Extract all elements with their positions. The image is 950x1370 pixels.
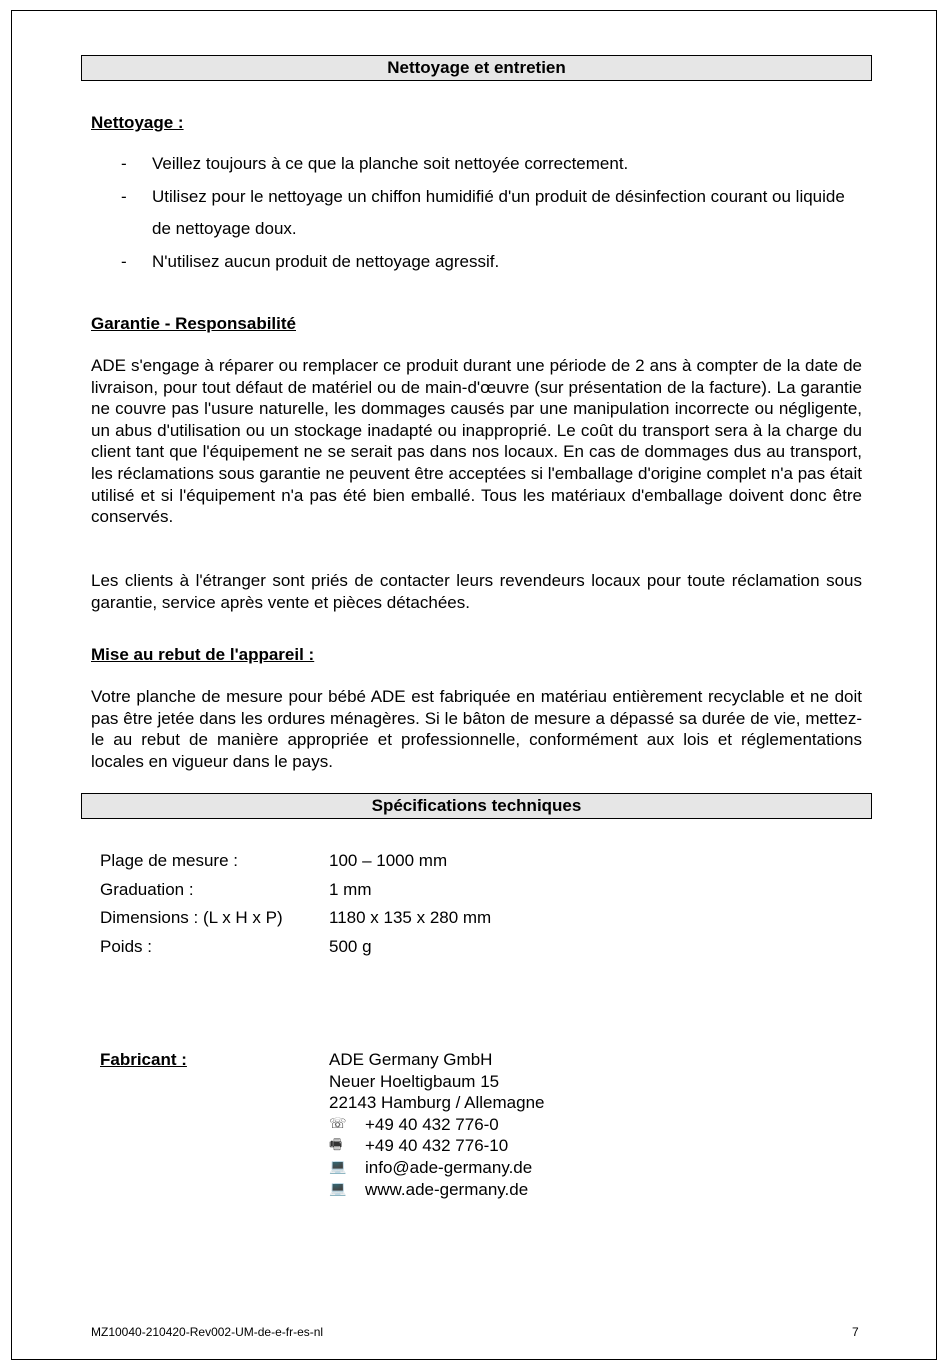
spec-label: Poids : [100, 936, 152, 956]
fax-row [329, 1135, 544, 1157]
phone-row [329, 1114, 544, 1136]
specs-table [100, 847, 491, 961]
table-row [100, 904, 491, 933]
manufacturer-label: Fabricant : [100, 1050, 187, 1069]
section-title-cleaning: Nettoyage et entretien [81, 55, 872, 81]
phone-number: +49 40 432 776-0 [365, 1114, 499, 1134]
warranty-heading: Garantie - Responsabilité [91, 314, 296, 333]
spec-value: 100 – 1000 mm [329, 851, 448, 871]
list-item: - Veillez toujours à ce que la planche soit nettoyée correctement. [91, 148, 866, 181]
manufacturer-city: 22143 Hamburg / Allemagne [329, 1093, 545, 1113]
table-row [100, 847, 491, 876]
website-row [329, 1179, 544, 1201]
list-item: - Utilisez pour le nettoyage un chiffon humidifié d'un produit de désinfection courant ou liquide de nettoyage doux. [91, 181, 866, 246]
spec-label: Graduation : [100, 879, 194, 899]
manufacturer-street: Neuer Hoeltigbaum 15 [329, 1071, 500, 1091]
computer-icon: 💻 [329, 1158, 347, 1175]
warranty-foreign-paragraph: Les clients à l'étranger sont priés de contacter leurs revendeurs locaux pour toute réclamation sous garantie, service après vente et pièces détachées. [91, 571, 862, 612]
list-item: - N'utilisez aucun produit de nettoyage agressif. [91, 246, 866, 279]
spec-value: 1 mm [329, 879, 372, 899]
spec-label: Dimensions : (L x H x P) [100, 908, 283, 928]
disposal-heading: Mise au rebut de l'appareil : [91, 645, 315, 664]
disposal-paragraph: Votre planche de mesure pour bébé ADE est fabriquée en matériau entièrement recyclable et ne doit pas être jetée dans les ordures ménagères. Si le bâton de mesure a dépassé sa durée de vie, mettez-le au rebut de manière appropriée et professionnelle, conformément aux lois et réglementations locales en vigueur dans le pays. [91, 687, 862, 771]
cleaning-heading: Nettoyage : [91, 113, 184, 132]
website-url[interactable]: www.ade-germany.de [365, 1179, 529, 1199]
spec-value: 1180 x 135 x 280 mm [329, 908, 492, 928]
table-row [100, 876, 491, 905]
spec-value: 500 g [329, 936, 372, 956]
manufacturer-name: ADE Germany GmbH [329, 1050, 493, 1069]
manufacturer-address [329, 1049, 544, 1200]
computer-icon: 💻 [329, 1180, 347, 1197]
table-row [100, 933, 491, 962]
warranty-paragraph: ADE s'engage à réparer ou remplacer ce produit durant une période de 2 ans à compter de la date de livraison, pour tout défaut de matériel ou de main-d'œuvre (sur présentation de la facture). La garantie ne couvre pas l'usure naturelle, les dommages causés par une manipulation incorrecte ou négligente, un abus d'utilisation ou un stockage inadapté ou inapproprié. Le coût du transport sera à la charge du client tant que l'équipement ne se serait pas dans nos locaux. En cas de dommages dus au transport, les réclamations sous garantie ne peuvent être acceptées si l'emballage d'origine complet n'a pas était utilisé et si l'équipement n'a pas été bien emballé. Tous les matériaux d'emballage doivent donc être conservés. [91, 356, 862, 527]
spec-label: Plage de mesure : [100, 851, 238, 871]
email-row [329, 1157, 544, 1179]
fax-icon: 🖷 [329, 1137, 343, 1154]
cleaning-list [91, 148, 866, 279]
section-title-specs: Spécifications techniques [81, 793, 872, 819]
email-address[interactable]: info@ade-germany.de [365, 1157, 533, 1177]
phone-icon: ☏ [329, 1115, 347, 1132]
page-number: 7 [852, 1325, 859, 1339]
fax-number: +49 40 432 776-10 [365, 1136, 509, 1156]
footer-doc-id: MZ10040-210420-Rev002-UM-de-e-fr-es-nl [91, 1325, 324, 1339]
